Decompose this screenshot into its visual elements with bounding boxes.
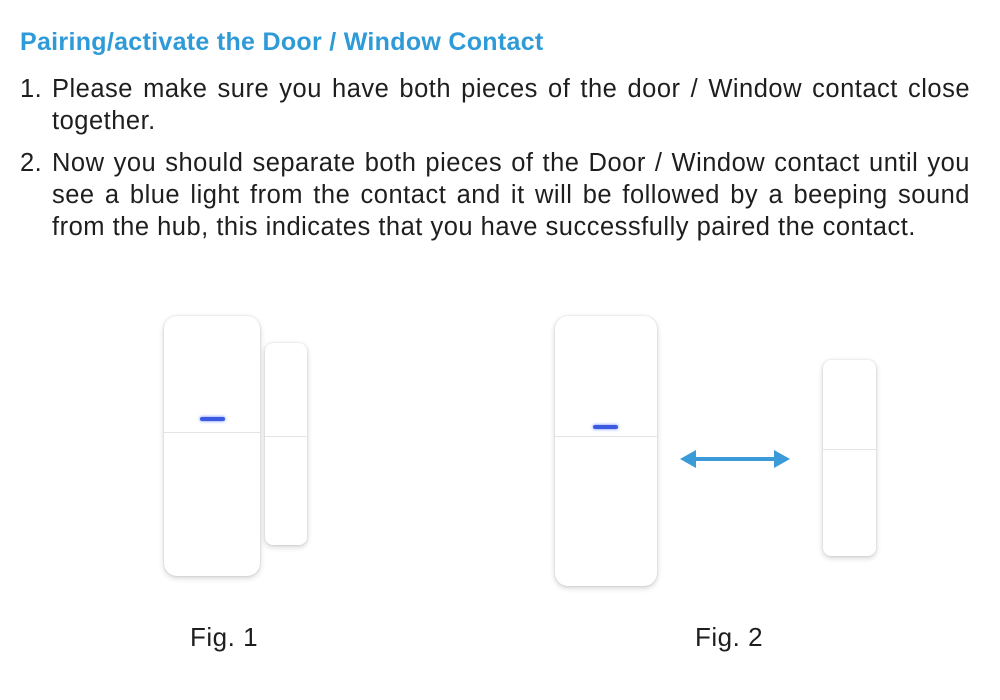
step-number: 2. [20, 149, 43, 177]
step-number: 1. [20, 75, 43, 103]
magnet-piece [265, 343, 307, 545]
double-arrow-icon [680, 447, 790, 471]
section-title: Pairing/activate the Door / Window Contact [20, 28, 544, 56]
step-text: Please make sure you have both pieces of the door / Window contact close together. [52, 75, 970, 135]
sensor-seam [164, 432, 260, 433]
magnet-piece [823, 360, 876, 556]
step-2 [20, 147, 970, 243]
magnet-seam [265, 436, 307, 437]
figure-caption: Fig. 2 [695, 622, 764, 652]
blue-led-icon [593, 425, 618, 429]
step-1 [20, 73, 970, 137]
sensor-seam [555, 436, 657, 437]
sensor-body [164, 316, 260, 576]
blue-led-icon [200, 417, 225, 421]
figure-caption: Fig. 1 [190, 622, 259, 652]
sensor-body [555, 316, 657, 586]
step-text: Now you should separate both pieces of the Door / Window contact until you see a blue light from the contact and it will be followed by a beeping sound from the hub, this indicates that you have successfully paired the contact. [52, 149, 970, 241]
magnet-seam [823, 449, 876, 450]
